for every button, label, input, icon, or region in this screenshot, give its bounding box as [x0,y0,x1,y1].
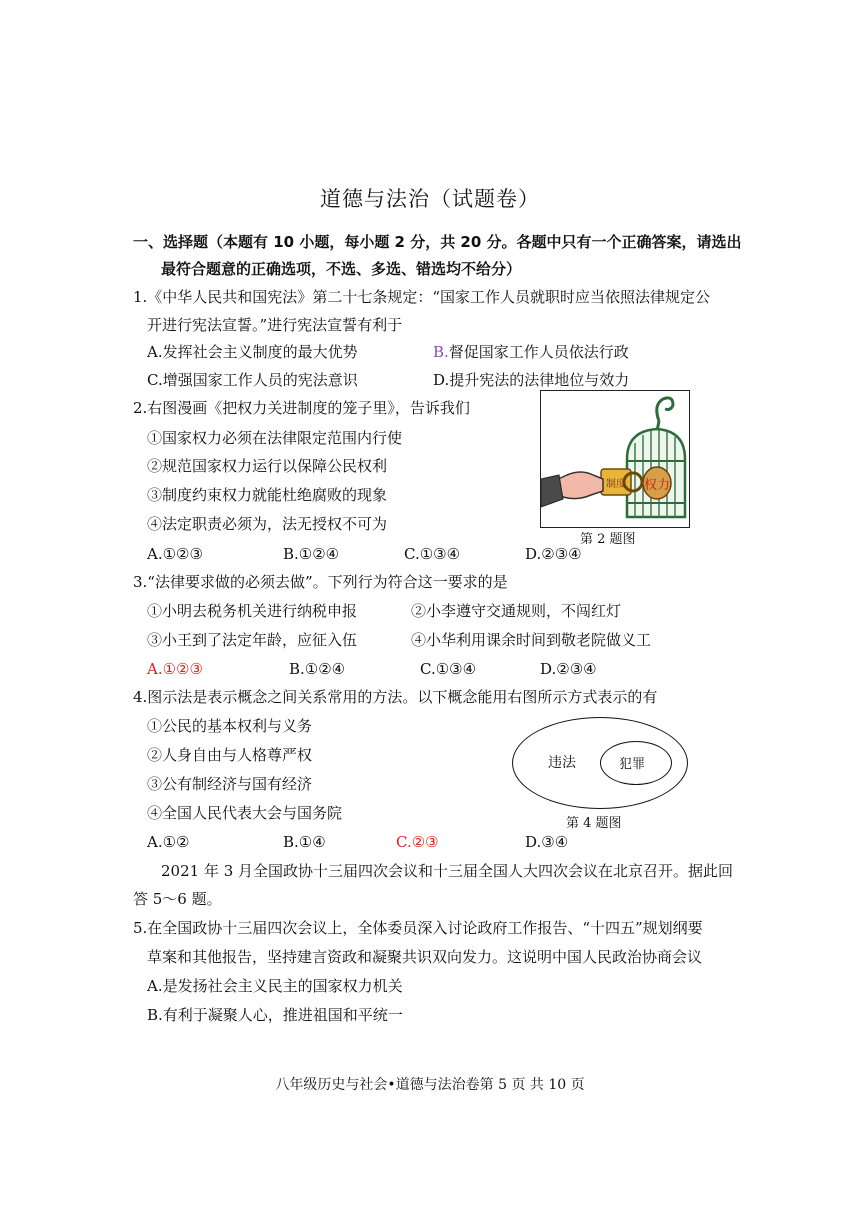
key-system-label: 制度 [606,479,626,490]
q3-stem: 3.“法律要求做的必须去做”。下列行为符合这一要求的是 [133,573,508,591]
q4-option-b: B.①④ [283,833,326,851]
q1-stem-line2: 开进行宪法宣誓。”进行宪法宣誓有利于 [147,316,403,334]
q2-option-b: B.①②④ [283,545,340,563]
q4-option-a: A.①② [147,833,190,851]
page-footer: 八年级历史与社会•道德与法治卷第 5 页 共 10 页 [275,1077,585,1093]
q4-outer-label: 违法 [548,755,576,771]
q4-item-2: ②人身自由与人格尊严权 [147,746,313,764]
section-heading-line1: 一、选择题（本题有 10 小题，每小题 2 分，共 20 分。各题中只有一个正确答案，请选出 [133,233,742,251]
q4-item-4: ④全国人民代表大会与国务院 [147,804,343,822]
q3-option-b: B.①②④ [289,660,346,678]
q3-item-3: ③小王到了法定年龄，应征入伍 [147,631,358,649]
q2-stem: 2.右图漫画《把权力关进制度的笼子里》，告诉我们 [133,399,470,417]
cage-power-label: 权力 [643,478,671,493]
q3-option-c: C.①③④ [420,660,477,678]
q3-item-1: ①小明去税务机关进行纳税申报 [147,602,358,620]
q2-option-a: A.①②③ [147,545,203,563]
q2-item-4: ④法定职责必须为，法无授权不可为 [147,515,388,533]
q4-item-1: ①公民的基本权利与义务 [147,717,313,735]
q5-option-b: B.有利于凝聚人心，推进祖国和平统一 [147,1006,403,1024]
q4-figure-caption: 第 4 题图 [566,816,622,831]
q4-option-c: C.②③ [396,833,439,851]
q3-item-2: ②小李遵守交通规则，不闯红灯 [411,602,622,620]
q1-option-a: A.发挥社会主义制度的最大优势 [147,343,358,361]
q3-option-d: D.②③④ [540,660,597,678]
q4-item-3: ③公有制经济与国有经济 [147,775,313,793]
context-line1: 2021 年 3 月全国政协十三届四次会议和十三届全国人大四次会议在北京召开。据此回 [161,862,734,880]
q2-option-c: C.①③④ [404,545,461,563]
q5-stem-line2: 草案和其他报告，坚持建言资政和凝聚共识双向发力。这说明中国人民政治协商会议 [147,948,703,966]
q2-option-d: D.②③④ [525,545,582,563]
q1-option-b-text: 督促国家工作人员依法行政 [448,343,629,361]
q1-option-d: D.提升宪法的法律地位与效力 [433,371,630,389]
q4-stem: 4.图示法是表示概念之间关系常用的方法。以下概念能用右图所示方式表示的有 [133,688,658,706]
q3-option-a: A.①②③ [147,660,203,678]
q2-figure-caption: 第 2 题图 [580,532,636,547]
q4-option-d: D.③④ [525,833,569,851]
q2-item-2: ②规范国家权力运行以保障公民权利 [147,457,388,475]
q1-option-c: C.增强国家工作人员的宪法意识 [147,371,358,389]
cage-cartoon-image [541,391,689,527]
page-title: 道德与法治（试题卷） [320,187,540,211]
q3-item-4: ④小华利用课余时间到敬老院做义工 [411,631,652,649]
q1-option-b [433,342,629,362]
q4-inner-label: 犯罪 [619,757,646,772]
q2-cartoon-frame [540,390,690,528]
q5-stem-line1: 5.在全国政协十三届四次会议上，全体委员深入讨论政府工作报告、“十四五”规划纲要 [133,919,703,937]
q2-item-1: ①国家权力必须在法律限定范围内行使 [147,429,403,447]
q2-item-3: ③制度约束权力就能杜绝腐败的现象 [147,486,388,504]
q1-stem-line1: 1.《中华人民共和国宪法》第二十七条规定：“国家工作人员就职时应当依照法律规定公 [133,288,710,306]
q1-option-b-letter: B. [433,343,449,361]
q5-option-a: A.是发扬社会主义民主的国家权力机关 [147,977,403,995]
context-line2: 答 5～6 题。 [133,890,222,908]
section-heading-line2: 最符合题意的正确选项，不选、多选、错选均不给分） [161,260,522,278]
